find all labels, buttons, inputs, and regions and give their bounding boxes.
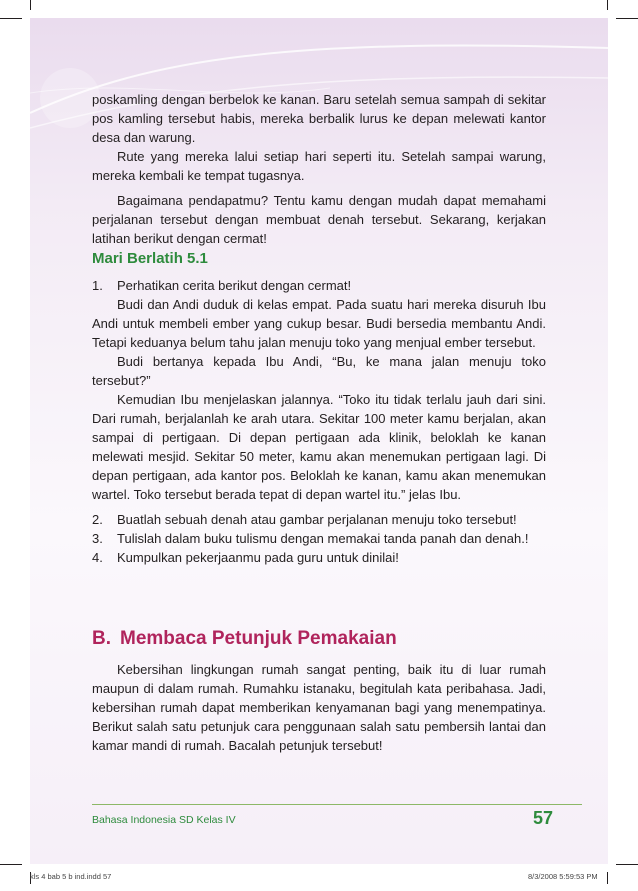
paragraph: Kebersihan lingkungan rumah sangat penting, baik itu di luar rumah maupun di dalam rumah. Rumahku istanaku, begitulah kata peribahasa. Jadi, kebersihan rumah dapat memberikan kenyamanan bagi yang menempatinya. Berikut salah satu petunjuk cara penggunaan salah satu pembersih lantai dan kamar mandi di rumah. Bacalah petunjuk tersebut! — [92, 662, 546, 753]
intro-text — [92, 90, 546, 248]
paragraph: Bagaimana pendapatmu? Tentu kamu dengan mudah dapat memahami perjalanan tersebut dengan membuat denah tersebut. Sekarang, kerjakan latihan berikut dengan cermat! — [92, 193, 546, 246]
crop-mark — [616, 18, 638, 19]
item-number: 4. — [92, 550, 103, 565]
item-text: Kumpulkan pekerjaanmu pada guru untuk dinilai! — [117, 550, 399, 565]
story-paragraph: Budi bertanya kepada Ibu Andi, “Bu, ke mana jalan menuju toko tersebut?” — [92, 354, 546, 388]
item-text: Perhatikan cerita berikut dengan cermat! — [117, 278, 352, 293]
crop-mark — [0, 864, 22, 865]
item-text: Buatlah sebuah denah atau gambar perjalanan menuju toko tersebut! — [117, 512, 517, 527]
crop-mark — [0, 18, 22, 19]
list-item — [92, 548, 546, 567]
page-number: 57 — [533, 808, 554, 828]
paragraph: Rute yang mereka lalui setiap hari seperti itu. Setelah sampai warung, mereka kembali ke tempat tugasnya. — [92, 149, 546, 183]
slug-file-info: kls 4 bab 5 b ind.indd 57 — [30, 872, 112, 881]
item-number: 2. — [92, 512, 103, 527]
crop-mark — [30, 0, 31, 10]
exercise-list — [92, 276, 546, 567]
section-letter: B. — [92, 628, 111, 649]
story-paragraph: Budi dan Andi duduk di kelas empat. Pada suatu hari mereka disuruh Ibu Andi untuk membeli ember yang cukup besar. Budi bersedia membantu Andi. Tetapi keduanya belum tahu jalan menuju toko yang menjual ember tersebut. — [92, 297, 546, 350]
footer-book-title: Bahasa Indonesia SD Kelas IV — [92, 814, 236, 826]
item-number: 1. — [92, 278, 103, 293]
item-number: 3. — [92, 531, 103, 546]
crop-mark — [616, 864, 638, 865]
exercise-title: Mari Berlatih 5.1 — [92, 250, 208, 267]
slug-timestamp: 8/3/2008 5:59:53 PM — [528, 872, 598, 881]
section-heading — [92, 628, 397, 650]
crop-mark — [607, 0, 608, 10]
crop-mark — [607, 872, 608, 884]
story-paragraph: Kemudian Ibu menjelaskan jalannya. “Toko itu tidak terlalu jauh dari sini. Dari rumah, berjalanlah ke arah utara. Sekitar 100 meter kamu berjalan, akan sampai di pertigaan. Di depan pertigaan ada klinik, beloklah ke kanan melewati mesjid. Sekitar 50 meter, kamu akan menemukan pertigaan lagi. Di depan pertigaan, ada kantor pos. Beloklah ke kanan, kamu akan menemukan wartel. Toko tersebut berada tepat di depan wartel itu.” jelas Ibu. — [92, 392, 546, 502]
list-item — [92, 510, 546, 529]
item-text: Tulislah dalam buku tulismu dengan memakai tanda panah dan denah.! — [117, 531, 529, 546]
section-b-text — [92, 660, 546, 755]
section-title: Membaca Petunjuk Pemakaian — [120, 628, 397, 649]
footer-divider — [92, 804, 582, 805]
list-item — [92, 276, 546, 295]
paragraph: poskamling dengan berbelok ke kanan. Baru setelah semua sampah di sekitar pos kamling tersebut habis, mereka berbalik lurus ke depan melewati kantor desa dan warung. — [92, 92, 546, 145]
list-item — [92, 529, 546, 548]
